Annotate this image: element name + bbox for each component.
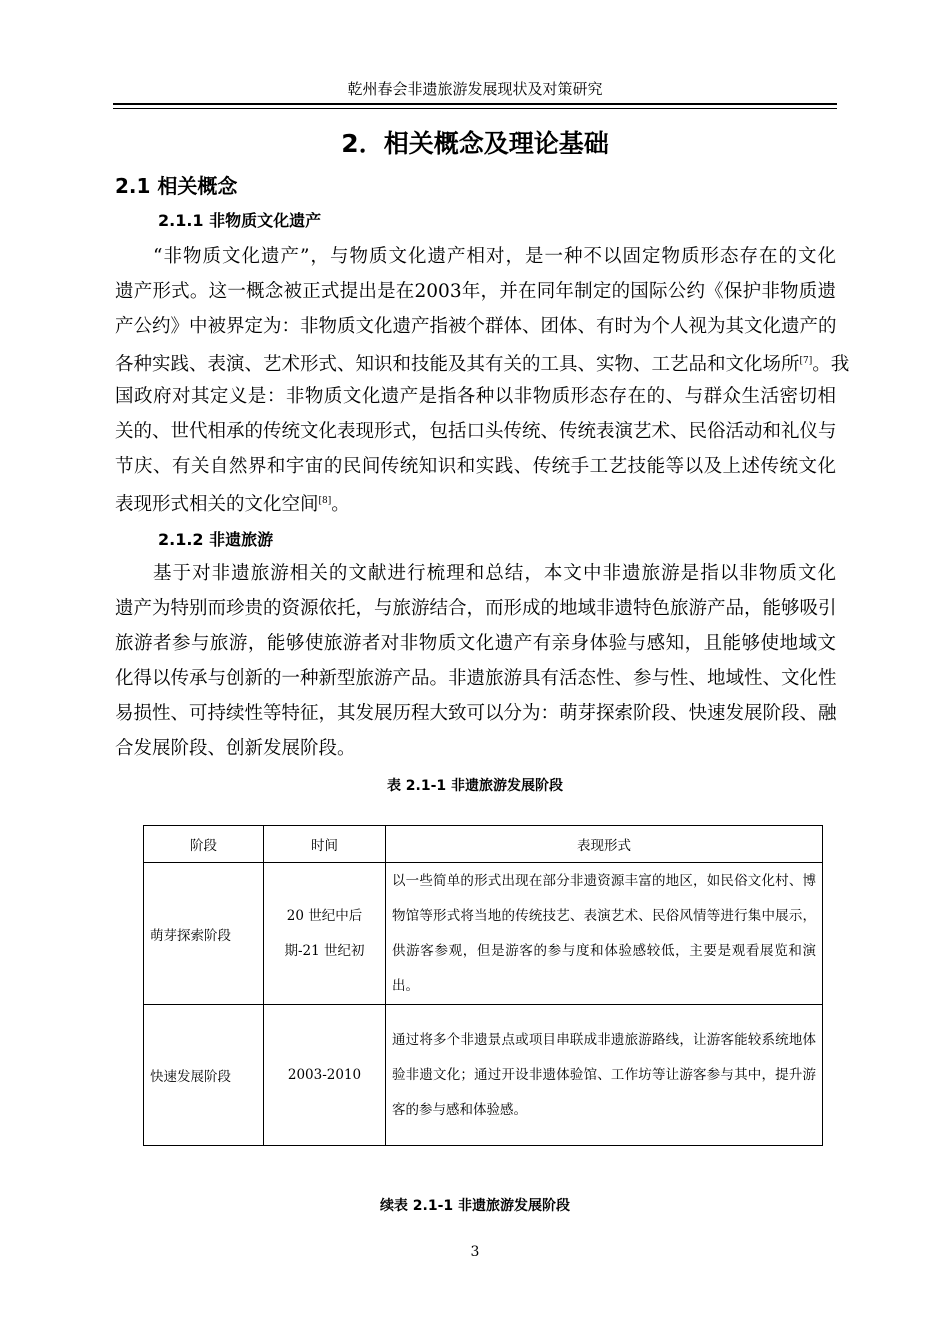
time-text: 期-21 世纪初 (284, 942, 365, 959)
text-span: 。 (331, 494, 350, 516)
paragraph-ich-definition (115, 239, 850, 519)
section-heading: 2.1 相关概念 (115, 174, 238, 198)
text-line (115, 484, 836, 519)
column-header: 表现形式 (386, 826, 823, 863)
text-line: 易损性、可持续性等特征，其发展历程大致可以分为：萌芽探索阶段、快速发展阶段、融 (115, 703, 837, 724)
description-cell: 以一些简单的形式出现在部分非遗资源丰富的地区，如民俗文化村、博物馆等形式将当地的传统技艺、表演艺术、民俗风情等进行集中展示，供游客参观，但是游客的参与度和体验感较低，主要是观看展览和演出。 (386, 863, 823, 1005)
column-header: 时间 (264, 826, 386, 863)
text-line: 产公约》中被界定为：非物质文化遗产指被个群体、团体、有时为个人视为其文化遗产的 (115, 316, 837, 337)
text-line: 国政府对其定义是：非物质文化遗产是指各种以非物质形态存在的、与群众生活密切相 (115, 386, 836, 407)
text-line: 合发展阶段、创新发展阶段。 (115, 738, 356, 759)
text-line: 遗产形式。这一概念被正式提出是在2003年，并在同年制定的国际公约《保护非物质遗 (115, 281, 836, 302)
text-line: 遗产为特别而珍贵的资源依托，与旅游结合，而形成的地域非遗特色旅游产品，能够吸引 (115, 598, 837, 619)
text-line: 化得以传承与创新的一种新型旅游产品。非遗旅游具有活态性、参与性、地域性、文化性 (115, 668, 837, 689)
text-span: 表现形式相关的文化空间 (115, 494, 319, 516)
text-line: 基于对非遗旅游相关的文献进行梳理和总结，本文中非遗旅游是指以非物质文化 (153, 563, 836, 584)
subsection-heading-2: 2.1.2 非遗旅游 (158, 530, 274, 549)
table-row (144, 1005, 823, 1146)
text-line: 旅游者参与旅游，能够使旅游者对非物质文化遗产有亲身体验与感知，且能够使地域文 (115, 633, 836, 654)
chapter-title: 2．相关概念及理论基础 (341, 129, 609, 158)
text-span: 各种实践、表演、艺术形式、知识和技能及其有关的工具、实物、工艺品和文化场所 (115, 354, 800, 376)
citation: [8] (318, 496, 332, 506)
development-stages-table (143, 825, 823, 1146)
page-number: 3 (470, 1244, 480, 1260)
time-cell (264, 863, 386, 1005)
table-caption: 表 2.1-1 非遗旅游发展阶段 (386, 778, 564, 794)
paragraph-ich-tourism (115, 556, 836, 766)
subsection-heading-1: 2.1.1 非物质文化遗产 (158, 211, 322, 230)
continued-table-caption: 续表 2.1-1 非遗旅游发展阶段 (379, 1198, 571, 1214)
text-line: 关的、世代相承的传统文化表现形式，包括口头传统、传统表演艺术、民俗活动和礼仪与 (115, 421, 837, 442)
citation: [7] (799, 356, 813, 366)
description-cell: 通过将多个非遗景点或项目串联成非遗旅游路线，让游客能较系统地体验非遗文化；通过开设非遗体验馆、工作坊等让游客参与其中，提升游客的参与感和体验感。 (386, 1005, 823, 1146)
time-cell: 2003-2010 (264, 1005, 386, 1146)
time-text: 20 世纪中后 (286, 907, 363, 924)
text-span: 。我 (812, 354, 850, 376)
table-header-row (144, 826, 823, 863)
header-rule-thin (113, 108, 837, 109)
running-header: 乾州春会非遗旅游发展现状及对策研究 (347, 80, 603, 98)
text-line: “非物质文化遗产”，与物质文化遗产相对，是一种不以固定物质形态存在的文化 (153, 246, 836, 267)
stage-cell: 萌芽探索阶段 (144, 863, 264, 1005)
text-line (115, 344, 850, 379)
table-row (144, 863, 823, 1005)
header-rule-thick (113, 103, 837, 105)
column-header: 阶段 (144, 826, 264, 863)
text-line: 节庆、有关自然界和宇宙的民间传统知识和实践、传统手工艺技能等以及上述传统文化 (115, 456, 836, 477)
stage-cell: 快速发展阶段 (144, 1005, 264, 1146)
